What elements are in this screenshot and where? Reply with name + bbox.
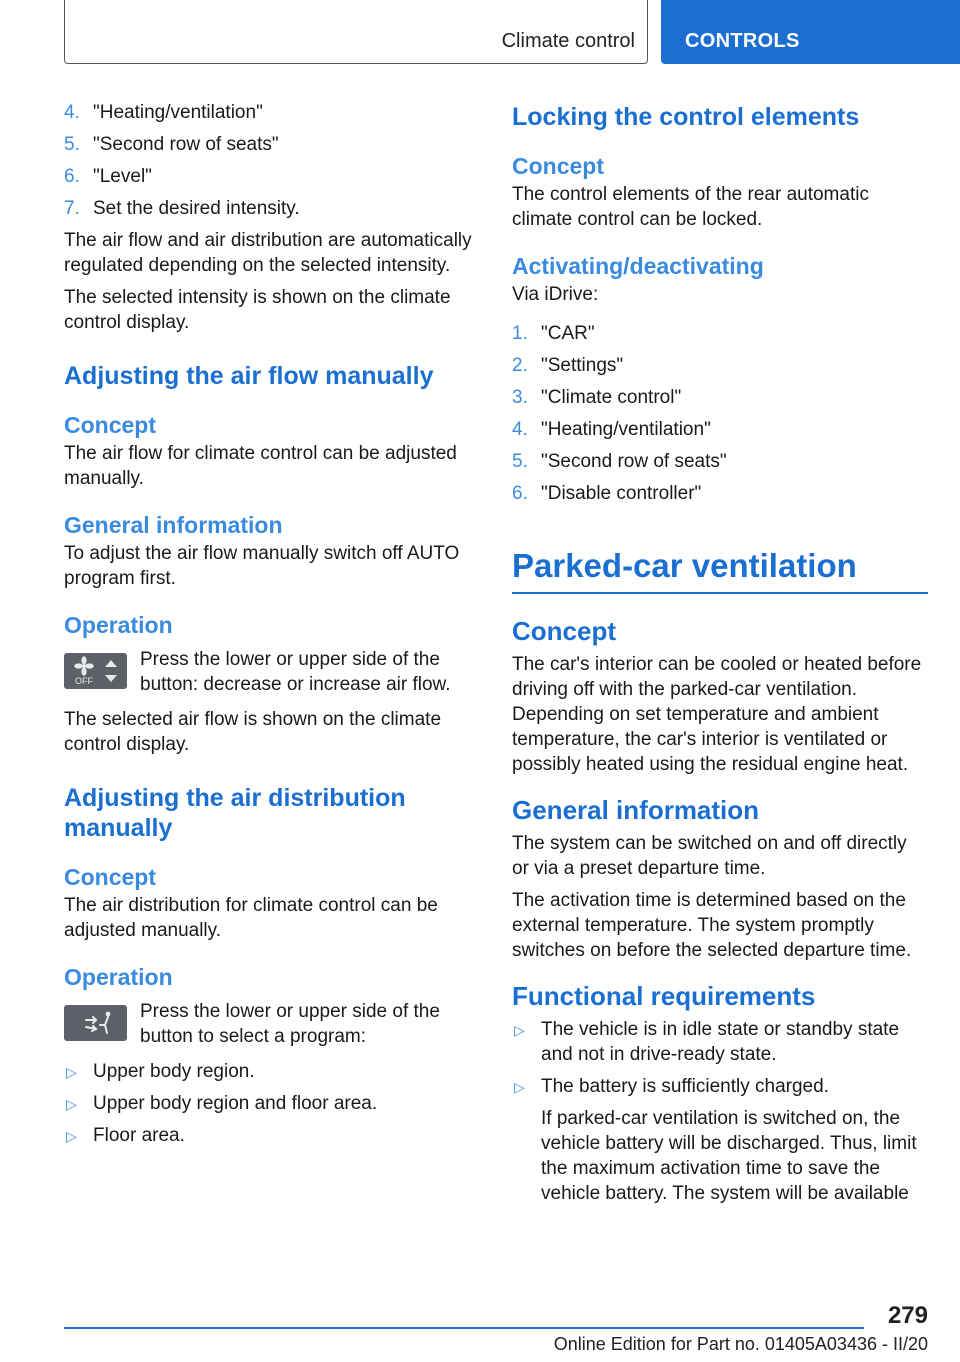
step-text: Set the desired intensity. — [93, 198, 300, 219]
left-column — [64, 100, 474, 1155]
section-heading: Adjusting the air flow manually — [64, 362, 434, 390]
header-chapter-title: CONTROLS — [685, 30, 800, 52]
list-item — [64, 100, 474, 125]
subsection-heading: Concept — [64, 412, 156, 438]
step-number: 1. — [512, 323, 528, 344]
list-item — [512, 385, 928, 410]
operation-row — [64, 999, 474, 1049]
header-chapter-tab — [661, 0, 960, 64]
fan-off-button-icon — [64, 653, 127, 689]
bullet-list — [512, 1017, 928, 1206]
step-text: "Disable controller" — [541, 483, 702, 504]
bullet-text: The battery is sufficiently charged. — [541, 1076, 829, 1097]
step-text: "Heating/ventilation" — [541, 419, 711, 440]
step-text: "Second row of seats" — [541, 451, 727, 472]
list-item — [64, 1091, 474, 1116]
section-heading: General information — [512, 795, 760, 825]
step-number: 4. — [512, 419, 528, 440]
operation-row — [64, 647, 474, 697]
list-item — [64, 1059, 474, 1084]
step-number: 6. — [512, 483, 528, 504]
bullet-list — [64, 1059, 474, 1148]
triangle-bullet-icon: ▷ — [514, 1022, 525, 1038]
section-heading: Adjusting the air distribution manually — [64, 784, 406, 842]
page-number: 279 — [887, 1302, 928, 1329]
subsection-heading: Operation — [64, 964, 173, 990]
footer-divider — [64, 1327, 864, 1329]
step-number: 3. — [512, 387, 528, 408]
bullet-text: The vehicle is in idle state or standby state and not in drive-ready state. — [541, 1019, 900, 1065]
step-list — [512, 321, 928, 506]
step-number: 5. — [64, 134, 80, 155]
header-section-title: Climate control — [501, 30, 635, 52]
step-number: 6. — [64, 166, 80, 187]
paragraph: The air flow for climate control can be adjusted manually. — [64, 443, 457, 489]
triangle-bullet-icon: ▷ — [66, 1064, 77, 1080]
subsection-heading: Operation — [64, 612, 173, 638]
triangle-bullet-icon: ▷ — [66, 1096, 77, 1112]
paragraph: The air distribution for climate control can be adjusted manually. — [64, 895, 438, 941]
paragraph: The selected intensity is shown on the climate control display. — [64, 287, 451, 333]
bullet-text: Floor area. — [93, 1125, 185, 1146]
list-item — [64, 1123, 474, 1148]
subsection-heading: Activating/deactivating — [512, 253, 764, 279]
edition-note: Online Edition for Part no. 01405A03436 - II/20 — [553, 1334, 928, 1354]
chapter-heading: Parked-car ventilation — [512, 546, 928, 594]
list-item — [512, 353, 928, 378]
paragraph: To adjust the air flow manually switch off AUTO program first. — [64, 543, 460, 589]
subsection-heading: Concept — [64, 864, 156, 890]
svg-text:OFF: OFF — [75, 676, 93, 686]
list-item — [512, 481, 928, 506]
step-text: "Second row of seats" — [93, 134, 279, 155]
list-item — [64, 132, 474, 157]
step-text: "Level" — [93, 166, 152, 187]
paragraph: Press the lower or upper side of the button to select a program: — [140, 1001, 440, 1047]
subsection-heading: Concept — [512, 153, 604, 179]
paragraph: The car's interior can be cooled or heated before driving off with the parked-car ventilation. Depending on set temperature and ambient temperature, the car's interior is ventilated or possibly heated using the residual engine heat. — [512, 654, 922, 775]
step-number: 7. — [64, 198, 80, 219]
section-heading: Concept — [512, 616, 616, 646]
air-distribution-button-icon — [64, 1005, 127, 1041]
bullet-subtext: If parked-car ventilation is switched on, the vehicle battery will be discharged. Thus, limit the maximum activation time to save the vehicle battery. The system will be available — [541, 1108, 917, 1204]
list-item — [512, 321, 928, 346]
step-text: "CAR" — [541, 323, 595, 344]
triangle-bullet-icon: ▷ — [66, 1128, 77, 1144]
step-number: 4. — [64, 102, 80, 123]
paragraph: Press the lower or upper side of the button: decrease or increase air flow. — [140, 649, 451, 695]
paragraph: The activation time is determined based on the external temperature. The system promptly switches on before the selected departure time. — [512, 890, 912, 961]
step-list — [64, 100, 474, 221]
bullet-text: Upper body region and floor area. — [93, 1093, 378, 1114]
paragraph: Via iDrive: — [512, 284, 599, 305]
list-item — [64, 164, 474, 189]
step-number: 5. — [512, 451, 528, 472]
step-number: 2. — [512, 355, 528, 376]
list-item — [512, 1017, 928, 1067]
bullet-text: Upper body region. — [93, 1061, 255, 1082]
list-item — [64, 196, 474, 221]
step-text: "Settings" — [541, 355, 624, 376]
step-text: "Climate control" — [541, 387, 682, 408]
paragraph: The air flow and air distribution are automatically regulated depending on the selected intensity. — [64, 230, 472, 276]
paragraph: The selected air flow is shown on the climate control display. — [64, 709, 442, 755]
paragraph: The control elements of the rear automatic climate control can be locked. — [512, 184, 869, 230]
header-section-box — [64, 0, 648, 64]
right-column — [512, 100, 928, 1213]
section-heading: Functional requirements — [512, 981, 816, 1011]
triangle-bullet-icon: ▷ — [514, 1079, 525, 1095]
paragraph: The system can be switched on and off directly or via a preset departure time. — [512, 833, 907, 879]
subsection-heading: General information — [64, 512, 283, 538]
list-item — [512, 417, 928, 442]
section-heading: Locking the control elements — [512, 103, 860, 131]
list-item — [512, 1074, 928, 1206]
step-text: "Heating/ventilation" — [93, 102, 263, 123]
list-item — [512, 449, 928, 474]
